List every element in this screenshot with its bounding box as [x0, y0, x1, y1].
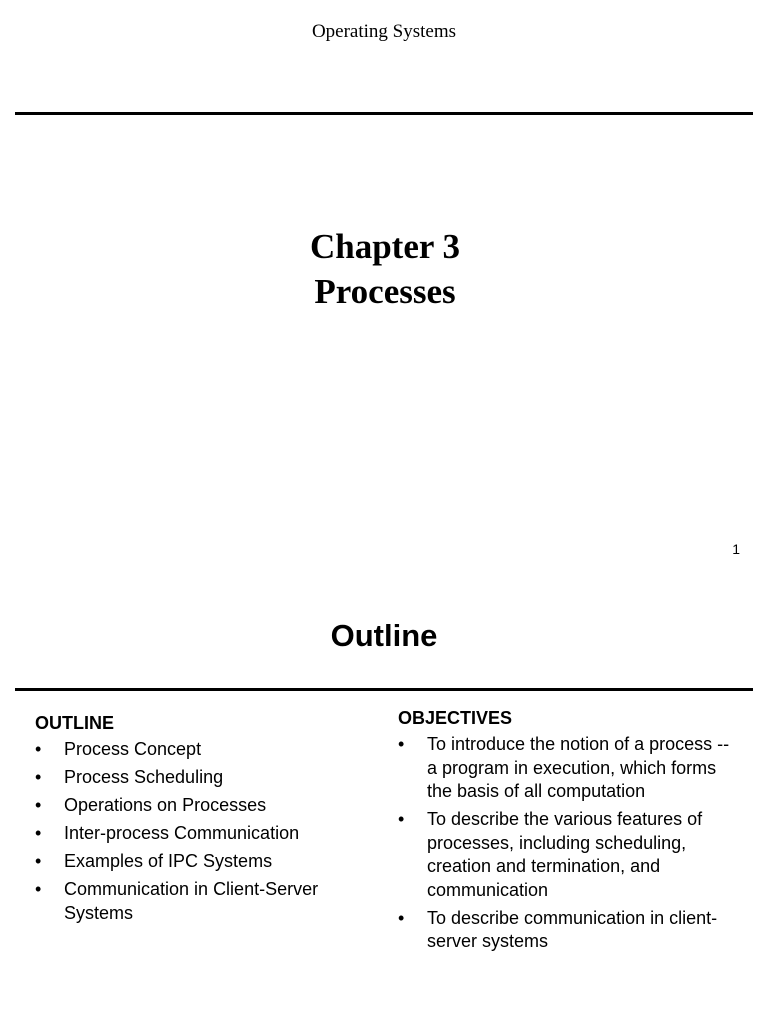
outline-item: • Communication in Client-Server Systems [35, 878, 365, 925]
outline-title: Outline [330, 618, 438, 653]
header-divider [15, 112, 753, 115]
outline-item: • Operations on Processes [35, 794, 365, 818]
outline-item: • Process Scheduling [35, 766, 365, 790]
chapter-subtitle: Processes [314, 272, 456, 311]
objectives-list [398, 733, 743, 954]
outline-divider [15, 688, 753, 691]
objectives-heading: OBJECTIVES [398, 708, 513, 728]
chapter-title: Chapter 3 [309, 227, 461, 266]
objective-item: • To introduce the notion of a process -- a program in execution, which forms the basis of all computation [398, 733, 743, 804]
objective-item: • To describe the various features of processes, including scheduling, creation and termination, and communication [398, 808, 743, 902]
outline-column [35, 711, 365, 930]
objective-item: • To describe communication in client-server systems [398, 907, 743, 954]
page-header: Operating Systems [311, 21, 457, 42]
objectives-column [398, 706, 743, 958]
slide-title [0, 224, 768, 314]
page-number: 1 [732, 541, 740, 557]
outline-heading: OUTLINE [35, 713, 114, 733]
outline-list [35, 738, 365, 925]
outline-item: • Inter-process Communication [35, 822, 365, 846]
outline-item: • Examples of IPC Systems [35, 850, 365, 874]
outline-item: • Process Concept [35, 738, 365, 762]
